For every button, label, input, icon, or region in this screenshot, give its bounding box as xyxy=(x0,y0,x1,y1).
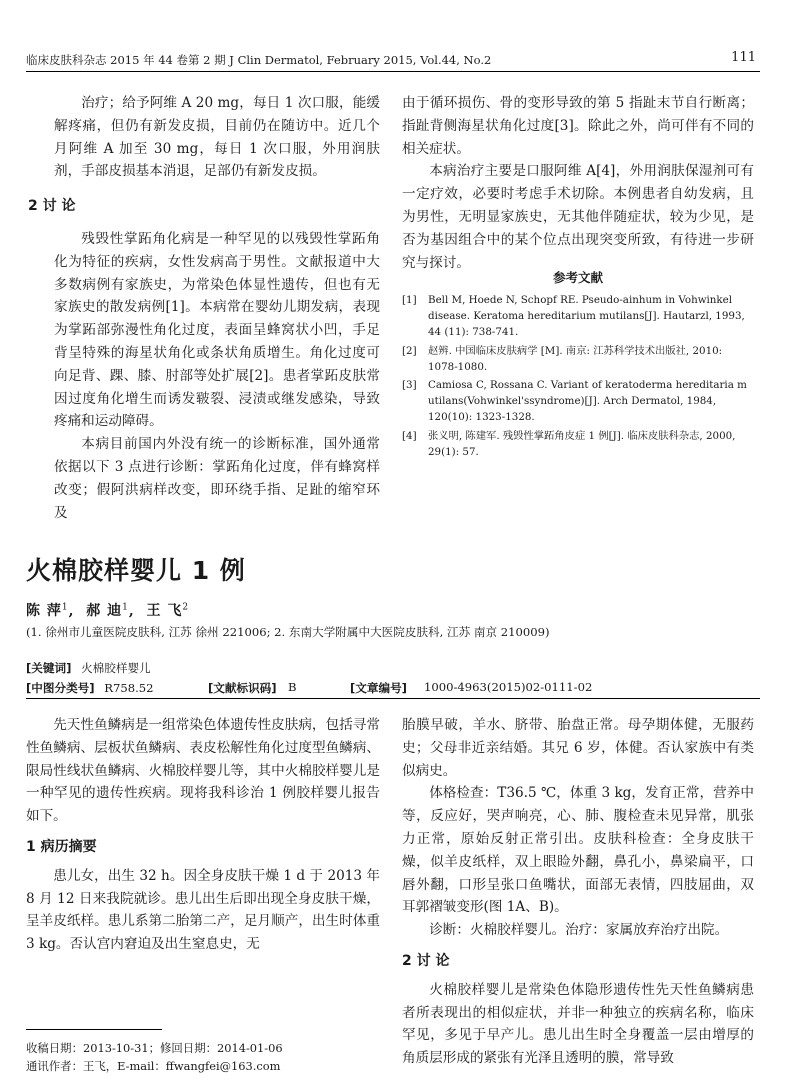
reference-text: 赵辨. 中国临床皮肤病学 [M]. 南京: 江苏科学技术出版社, 2010: 1078-1080. xyxy=(428,344,723,373)
author-name: 陈 萍 xyxy=(26,603,62,619)
received-date: 收稿日期：2013-10-31；修回日期：2014-01-06 xyxy=(26,1041,283,1055)
case-paragraph-right-3: 诊断：火棉胶样婴儿。治疗：家属放弃治疗出院。 xyxy=(429,922,729,939)
discussion-paragraph: 火棉胶样婴儿是常染色体隐形遗传性先天性鱼鳞病患者所表现出的相似症状，并非一种独立的疾病名称，临床罕见，多见于早产儿。患儿出生时全身覆盖一层由增厚的角质层形成的紧张有光泽且透明的膜，常导致 xyxy=(402,981,754,1067)
case-paragraph-left: 患儿女，出生 32 h。因全身皮肤干燥 1 d 于 2013 年 8 月 12 日来我院就诊。患儿出生后即出现全身皮肤干燥，呈羊皮纸样。患儿系第二胎第二产，足月顺产，出生时体重 3 kg。否认宫内窘迫及出生窒息史，无 xyxy=(26,867,380,953)
reference-text: Camiosa C, Rossana C. Variant of keratoderma hereditaria m utilans(Vohwinkel'ssyndrome)[J]. Arch Dermatol, 1984, 120(10): 1323-1328. xyxy=(428,379,747,424)
prev-right-paragraph-2: 本病治疗主要是口服阿维 A[4]，外用润肤保湿剂可有一定疗效，必要时考虑手术切除。本例患者自幼发病，且为男性，无明显家族史，无其他伴随症状，较为少见，是否为基因组合中的某个位点出现突变所致，有待进一步研究与探讨。 xyxy=(402,163,754,271)
clc-value: R758.52 xyxy=(104,681,154,695)
reference-number: [1] xyxy=(402,294,417,306)
reference-item xyxy=(402,377,752,426)
author-name: 郝 迪 xyxy=(86,603,123,619)
prev-discussion-paragraph-2: 本病目前国内外没有统一的诊断标准，国外通常依据以下 3 点进行诊断：掌跖角化过度，伴有蜂窝样改变；假阿洪病样改变，即环绕手指、足趾的缩窄环及 xyxy=(54,436,380,521)
prev-right-column xyxy=(402,92,754,274)
reference-text: 张义明, 陈建军. 残毁性掌跖角皮症 1 例[J]. 临床皮肤科杂志, 2000, 29(1): 57. xyxy=(428,429,736,458)
article-no-label: [文章编号] xyxy=(350,681,407,695)
prev-treatment-paragraph: 治疗；给予阿维 A 20 mg，每日 1 次口服，能缓解疼痛，但仍有新发皮损，目前仍在随访中。近几个月阿维 A 加至 30 mg，每日 1 次口服，外用润肤剂，手部皮损基本消退，足部仍有新发皮损。 xyxy=(54,95,380,180)
article-right-column xyxy=(402,714,754,1070)
keywords-divider xyxy=(26,698,760,699)
discussion-heading: 2 讨 论 xyxy=(402,952,450,969)
reference-text: Bell M, Hoede N, Schopf RE. Pseudo-ainhum in Vohwinkel disease. Keratoma hereditarium mutilans[J]. Hautarzl, 1993, 44 (11): 738-741. xyxy=(428,294,745,339)
prev-discussion-paragraph-1: 残毁性掌跖角化病是一种罕见的以残毁性掌跖角化为特征的疾病，女性发病高于男性。文献报道中大多数病例有家族史，为常染色体显性遗传，但也有无家族史的散发病例[1]。本病常在婴幼儿期发病，表现为掌跖部弥漫性角化过度，表面呈蜂窝状小凹，手足背呈特殊的海星状角化或条状角质增生。角化过度可向足背、踝、膝、肘部等处扩展[2]。患者掌跖皮肤常因过度角化增生而诱发皲裂、浸渍或继发感染，导致疼痛和运动障碍。 xyxy=(54,230,380,430)
prev-discussion-heading: 2 讨 论 xyxy=(28,198,76,215)
case-section-heading: 1 病历摘要 xyxy=(26,838,97,855)
reference-item xyxy=(402,343,752,375)
intro-paragraph: 先天性鱼鳞病是一组常染色体遗传性皮肤病，包括寻常性鱼鳞病、层板状鱼鳞病、表皮松解性角化过度型鱼鳞病、限局性线状鱼鳞病、火棉胶样婴儿等，其中火棉胶样婴儿是一种罕见的遗传性疾病。现将我科诊治 1 例胶样婴儿报告如下。 xyxy=(26,717,380,825)
references-list xyxy=(402,292,752,462)
reference-number: [2] xyxy=(402,344,417,357)
doc-code-label: [文献标识码] xyxy=(208,681,277,695)
author-affiliation-mark: 2 xyxy=(182,602,190,613)
correspondence: 通讯作者：王飞，E-mail：ffwangfei@163.com xyxy=(26,1059,281,1073)
prev-left-column xyxy=(28,92,380,524)
journal-citation: 临床皮肤科杂志 2015 年 44 卷第 2 期 J Clin Dermatol, February 2015, Vol.44, No.2 xyxy=(26,53,492,67)
affiliation: (1. 徐州市儿童医院皮肤科, 江苏 徐州 221006; 2. 东南大学附属中大医院皮肤科, 江苏 南京 210009) xyxy=(26,625,550,639)
article-no-value: 1000-4963(2015)02-0111-02 xyxy=(424,680,593,694)
article-title: 火棉胶样婴儿 1 例 xyxy=(26,556,246,585)
author-name: 王 飞 xyxy=(146,603,183,619)
prev-right-paragraph-1: 由于循环损伤、骨的变形导致的第 5 指趾末节自行断离；指趾背侧海星状角化过度[3]。除此之外，尚可伴有不同的相关症状。 xyxy=(402,95,754,157)
keywords-row xyxy=(26,660,151,676)
reference-number: [3] xyxy=(402,379,417,392)
keywords-value: 火棉胶样婴儿 xyxy=(81,661,151,675)
footnote-divider xyxy=(26,1029,162,1030)
references-title: 参考文献 xyxy=(552,270,603,285)
author-affiliation-mark: 1 xyxy=(61,602,69,613)
reference-item xyxy=(402,292,752,341)
keywords-label: [关键词] xyxy=(26,661,72,675)
reference-item xyxy=(402,428,752,460)
running-header xyxy=(26,48,760,72)
reference-number: [4] xyxy=(402,429,417,442)
page-number: 111 xyxy=(731,50,756,65)
author-list: 陈 萍$^1$, 郝 迪$^1$, 王 飞$^2$ xyxy=(26,602,190,619)
article-left-column xyxy=(26,714,380,956)
case-paragraph-right-2: 体格检查：T36.5 ℃，体重 3 kg，发育正常，营养中等，反应好，哭声响亮，心、肺、腹检查未见异常，肌张力正常，原始反射正常引出。皮肤科检查：全身皮肤干燥，似羊皮纸样，双上眼睑外翻，鼻孔小，鼻梁扁平，口唇外翻，口形呈张口鱼嘴状，面部无表情，四肢屈曲，双耳郭褶皱变形(图 1A、B)。 xyxy=(402,785,754,916)
doc-code-value: B xyxy=(288,680,297,694)
classification-row xyxy=(26,680,760,696)
clc-label: [中图分类号] xyxy=(26,681,95,695)
author-affiliation-mark: 1 xyxy=(122,602,129,613)
case-paragraph-right-1: 胎膜早破，羊水、脐带、胎盘正常。母孕期体健，无服药史；父母非近亲结婚。其兄 6 岁，体健。否认家族中有类似病史。 xyxy=(402,717,754,779)
